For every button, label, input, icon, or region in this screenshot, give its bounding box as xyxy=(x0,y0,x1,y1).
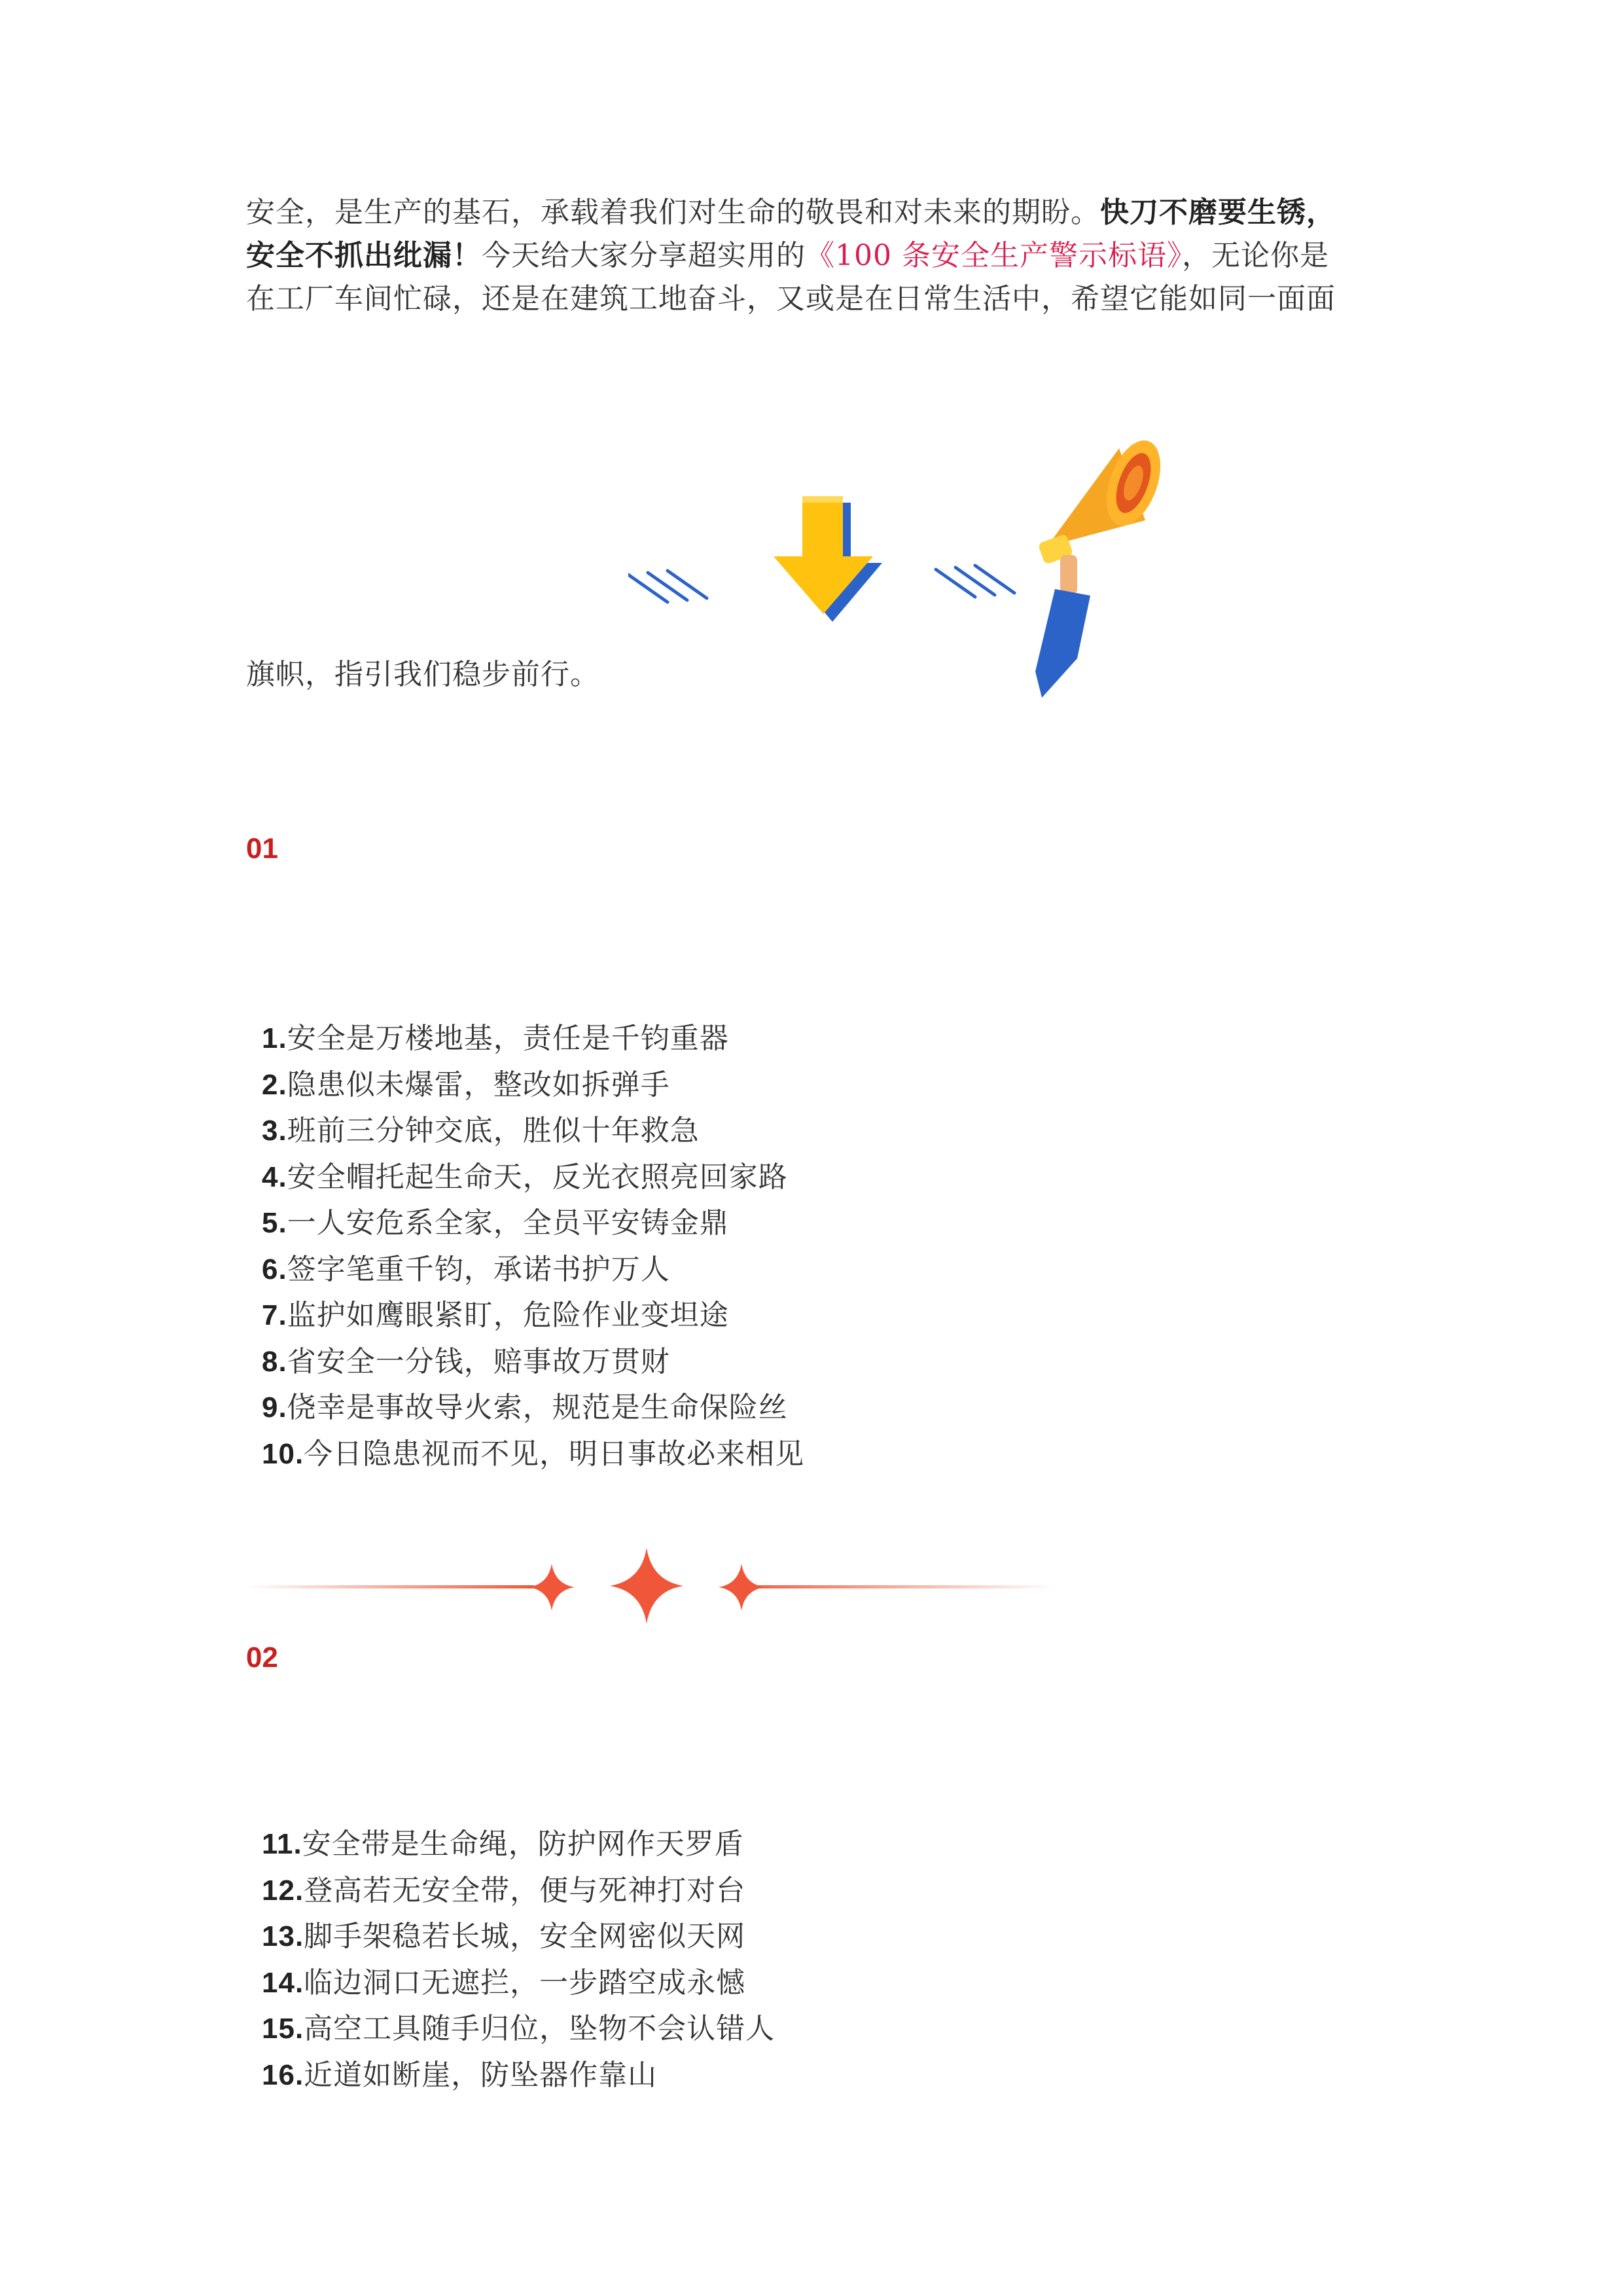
motion-lines-left xyxy=(628,571,707,602)
intro-bold-text: 安全不抓出纰漏！ xyxy=(246,239,482,272)
section-divider xyxy=(246,1548,1058,1626)
list-item xyxy=(262,1108,804,1155)
divider-line-left xyxy=(246,1585,534,1588)
intro-paragraph xyxy=(246,191,1372,321)
list-item xyxy=(262,1339,804,1386)
megaphone-icon xyxy=(1035,433,1171,698)
item-text: 脚手架稳若长城，安全网密似天网 xyxy=(304,1920,746,1953)
item-text: 监护如鹰眼紧盯，危险作业变坦途 xyxy=(287,1299,729,1332)
item-text: 签字笔重千钧，承诺书护万人 xyxy=(287,1252,670,1286)
list-item xyxy=(262,2053,775,2099)
item-text: 登高若无安全带，便与死神打对台 xyxy=(304,1873,746,1907)
item-text: 班前三分钟交底，胜似十年救急 xyxy=(287,1114,700,1147)
list-item xyxy=(262,1155,804,1201)
item-number: 10. xyxy=(262,1437,304,1470)
list-item xyxy=(262,1960,775,2007)
intro-line-2 xyxy=(246,234,1372,278)
slogan-list xyxy=(262,1016,804,1477)
item-text: 高空工具随手归位，坠物不会认错人 xyxy=(304,2012,776,2045)
item-text: 近道如断崖，防坠器作靠山 xyxy=(304,2058,658,2092)
intro-line-4: 旗帜，指引我们稳步前行。 xyxy=(246,658,599,691)
intro-text: ，无论你是 xyxy=(1181,239,1329,272)
item-number: 16. xyxy=(262,2058,304,2091)
item-text: 隐患似未爆雷，整改如拆弹手 xyxy=(287,1067,670,1102)
item-text: 安全带是生命绳，防护网作天罗盾 xyxy=(302,1827,744,1861)
item-number: 2. xyxy=(262,1068,287,1101)
item-number: 3. xyxy=(262,1115,287,1147)
item-number: 1. xyxy=(262,1022,287,1054)
item-number: 9. xyxy=(262,1391,287,1424)
list-item xyxy=(262,1821,775,1868)
item-text: 今日隐患视而不见，明日事故必来相见 xyxy=(304,1437,805,1471)
item-number: 7. xyxy=(262,1299,287,1331)
down-arrow-icon xyxy=(774,496,882,622)
intro-text: 安全，是生产的基石，承载着我们对生命的敬畏和对未来的期盼。 xyxy=(246,196,1100,229)
item-text: 一人安危系全家，全员平安铸金鼎 xyxy=(287,1206,729,1240)
intro-bold-text: 快刀不磨要生锈， xyxy=(1100,196,1336,229)
item-number: 5. xyxy=(262,1207,287,1239)
four-point-star-icon xyxy=(529,1564,575,1611)
section-number: 01 xyxy=(246,833,278,865)
list-item xyxy=(262,1868,775,1914)
motion-lines-right xyxy=(936,565,1014,597)
list-item xyxy=(262,1016,804,1062)
list-item xyxy=(262,1062,804,1109)
list-item xyxy=(262,2006,775,2053)
arrow-megaphone-graphic xyxy=(628,425,1257,713)
item-text: 省安全一分钱，赔事故万贯财 xyxy=(287,1344,670,1378)
divider-line-right xyxy=(730,1585,1058,1588)
item-text: 安全帽托起生命天，反光衣照亮回家路 xyxy=(287,1160,788,1194)
item-text: 安全是万楼地基，责任是千钧重器 xyxy=(287,1022,729,1055)
item-text: 临边洞口无遮拦，一步踏空成永憾 xyxy=(304,1965,746,2000)
item-number: 12. xyxy=(262,1874,304,1907)
list-item xyxy=(262,1293,804,1339)
item-text: 侥幸是事故导火索，规范是生命保险丝 xyxy=(287,1391,788,1424)
four-point-star-icon xyxy=(610,1548,683,1624)
intro-line-3: 在工厂车间忙碌，还是在建筑工地奋斗，又或是在日常生活中，希望它能如同一面面 xyxy=(246,282,1336,315)
item-number: 14. xyxy=(262,1966,304,1999)
slogan-list xyxy=(262,1821,775,2098)
intro-line-1 xyxy=(246,191,1372,234)
list-item xyxy=(262,1385,804,1431)
four-point-star-icon xyxy=(719,1564,764,1611)
section-number: 02 xyxy=(246,1641,278,1674)
item-number: 4. xyxy=(262,1160,287,1193)
intro-text: 今天给大家分享超实用的 xyxy=(482,239,806,272)
list-item xyxy=(262,1247,804,1293)
article-title-highlight: 《100 条安全生产警示标语》 xyxy=(806,239,1182,272)
item-number: 8. xyxy=(262,1345,287,1378)
list-item xyxy=(262,1914,775,1960)
list-item xyxy=(262,1200,804,1247)
item-number: 11. xyxy=(262,1828,302,1860)
item-number: 15. xyxy=(262,2013,304,2045)
list-item xyxy=(262,1431,804,1478)
item-number: 6. xyxy=(262,1253,287,1285)
item-number: 13. xyxy=(262,1920,304,1952)
